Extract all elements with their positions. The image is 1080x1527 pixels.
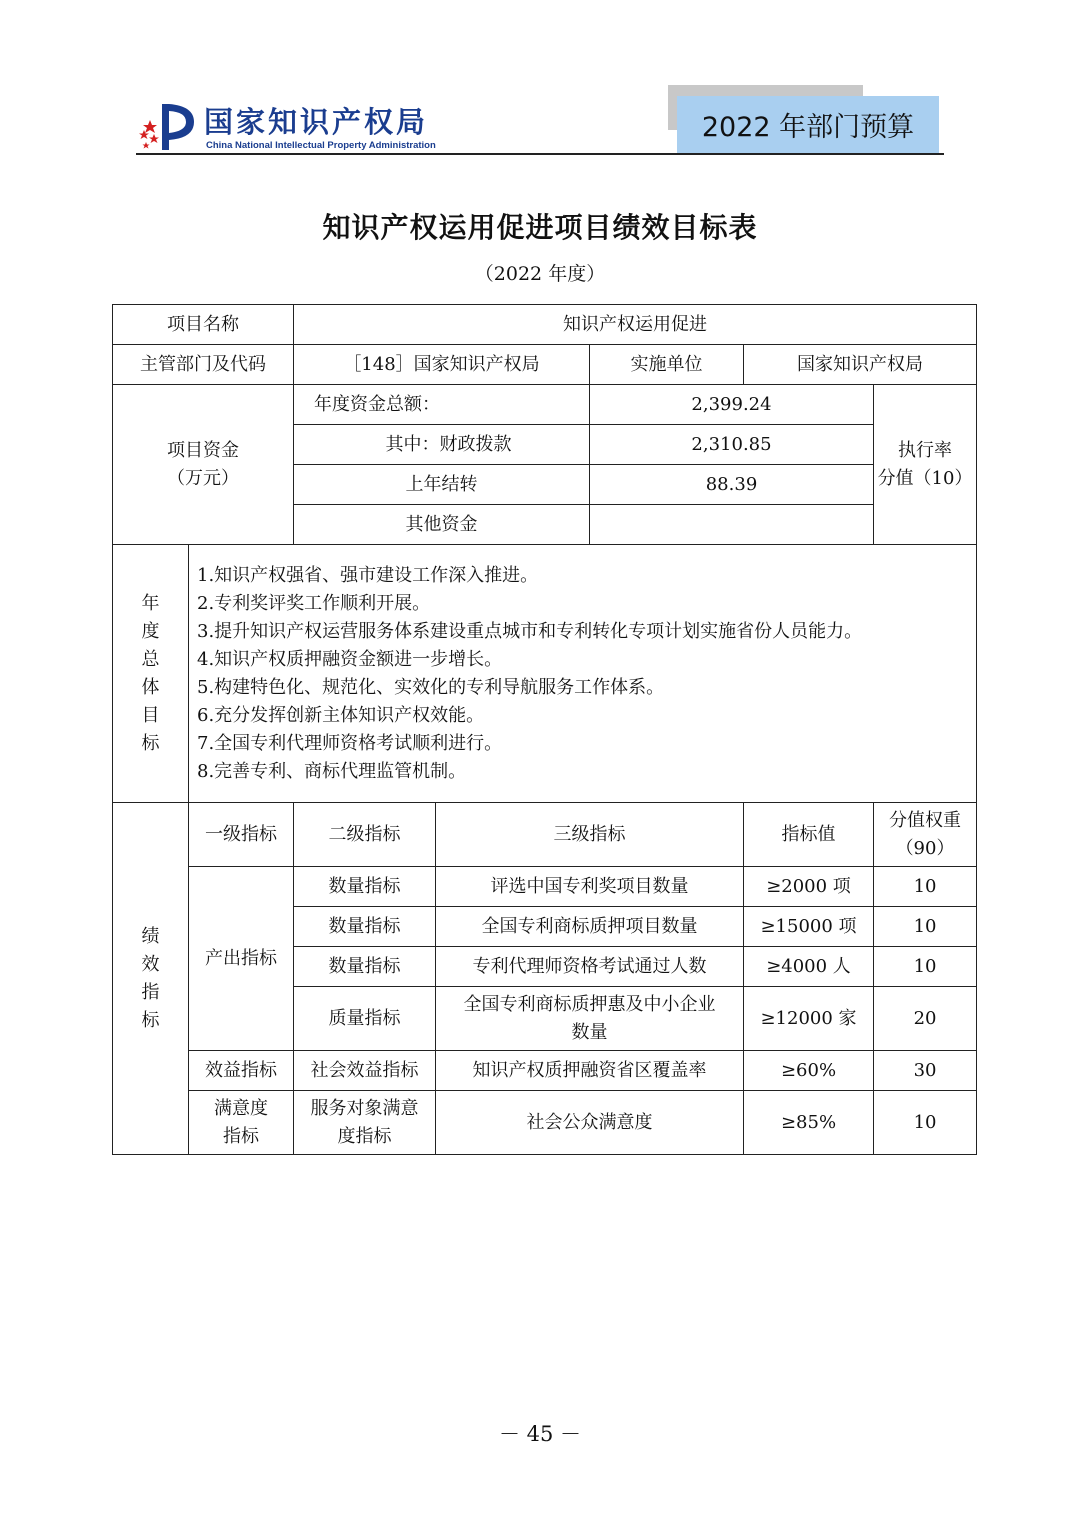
output-indicator-label: 产出指标 (189, 867, 294, 1051)
header-weight-line1: 分值权重 (889, 809, 962, 831)
funds-other-label: 其他资金 (294, 505, 590, 545)
level3-line1: 全国专利商标质押惠及中小企业 (463, 993, 716, 1015)
table-row (113, 545, 977, 803)
page-header (0, 0, 1080, 160)
perf-label-char: 绩 (141, 925, 160, 947)
perf-indicators-label (113, 803, 189, 1155)
header-weight (874, 803, 977, 867)
dept-value: ［148］国家知识产权局 (294, 345, 590, 385)
level2-line2: 度指标 (337, 1125, 392, 1147)
level2-cell: 数量指标 (294, 947, 436, 987)
level3-cell: 社会公众满意度 (436, 1091, 744, 1155)
goal-item: 8.完善专利、商标代理监管机制。 (197, 760, 467, 782)
table-row (113, 1051, 977, 1091)
value-cell: ≥2000 项 (744, 867, 874, 907)
weight-cell: 10 (874, 867, 977, 907)
funds-fiscal-label: 其中：财政拨款 (294, 425, 590, 465)
table-row (113, 345, 977, 385)
funds-other-value (590, 505, 874, 545)
performance-table (112, 304, 977, 1155)
perf-label-char: 指 (141, 981, 160, 1003)
goal-item: 1.知识产权强省、强市建设工作深入推进。 (197, 564, 539, 586)
level2-cell: 数量指标 (294, 907, 436, 947)
value-cell: ≥85% (744, 1091, 874, 1155)
goal-label-char: 体 (141, 676, 160, 698)
exec-rate-line1: 执行率 (898, 439, 953, 461)
funds-total-value: 2,399.24 (590, 385, 874, 425)
value-cell: ≥60% (744, 1051, 874, 1091)
weight-cell: 10 (874, 1091, 977, 1155)
weight-cell: 10 (874, 947, 977, 987)
funds-label (113, 385, 294, 545)
goal-item: 7.全国专利代理师资格考试顺利进行。 (197, 732, 503, 754)
org-name-cn: 国家知识产权局 (204, 105, 429, 139)
weight-cell: 30 (874, 1051, 977, 1091)
level2-line1: 服务对象满意 (310, 1097, 419, 1119)
goal-item: 3.提升知识产权运营服务体系建设重点城市和专利转化专项计划实施省份人员能力。 (197, 620, 863, 642)
value-cell: ≥12000 家 (744, 987, 874, 1051)
header-level1: 一级指标 (189, 803, 294, 867)
funds-carryover-label: 上年结转 (294, 465, 590, 505)
level2-cell: 质量指标 (294, 987, 436, 1051)
funds-label-line1: 项目资金 (167, 439, 239, 461)
level3-cell: 专利代理师资格考试通过人数 (436, 947, 744, 987)
table-row (113, 385, 977, 425)
exec-rate-line2: 分值（10） (877, 467, 973, 489)
annual-goals-label (113, 545, 189, 803)
level3-line2: 数量 (571, 1021, 608, 1043)
page-subtitle: （2022 年度） (474, 263, 606, 285)
level2-cell (294, 1091, 436, 1155)
satisfaction-line2: 指标 (223, 1125, 259, 1147)
benefit-indicator-label: 效益指标 (189, 1051, 294, 1091)
funds-total-label: 年度资金总额： (294, 385, 590, 425)
weight-cell: 20 (874, 987, 977, 1051)
satisfaction-indicator-label (189, 1091, 294, 1155)
header-divider (136, 153, 944, 155)
goal-label-char: 目 (141, 704, 160, 726)
level2-cell: 社会效益指标 (294, 1051, 436, 1091)
impl-label: 实施单位 (590, 345, 744, 385)
value-cell: ≥4000 人 (744, 947, 874, 987)
project-name-label: 项目名称 (113, 305, 294, 345)
goal-item: 4.知识产权质押融资金额进一步增长。 (197, 648, 503, 670)
table-row (113, 867, 977, 907)
table-row (113, 1091, 977, 1155)
level3-cell (436, 987, 744, 1051)
header-level2: 二级指标 (294, 803, 436, 867)
perf-label-char: 效 (141, 953, 160, 975)
perf-label-char: 标 (141, 1009, 160, 1031)
org-name-en: China National Intellectual Property Administration (206, 140, 436, 151)
header-level3: 三级指标 (436, 803, 744, 867)
budget-label: 2022 年部门预算 (677, 96, 939, 153)
page-number: － 45 － (498, 1422, 582, 1446)
weight-cell: 10 (874, 907, 977, 947)
table-row (113, 305, 977, 345)
satisfaction-line1: 满意度 (214, 1097, 268, 1119)
funds-carryover-value: 88.39 (590, 465, 874, 505)
level2-cell: 数量指标 (294, 867, 436, 907)
level3-cell: 全国专利商标质押项目数量 (436, 907, 744, 947)
annual-goals-list (189, 545, 977, 803)
page-title: 知识产权运用促进项目绩效目标表 (322, 211, 758, 244)
cnipa-logo-icon (136, 100, 198, 152)
goal-label-char: 年 (141, 592, 160, 614)
dept-label: 主管部门及代码 (113, 345, 294, 385)
goal-label-char: 标 (141, 732, 160, 754)
funds-fiscal-value: 2,310.85 (590, 425, 874, 465)
value-cell: ≥15000 项 (744, 907, 874, 947)
table-row (113, 803, 977, 867)
goal-label-char: 度 (141, 620, 160, 642)
project-name: 知识产权运用促进 (294, 305, 977, 345)
exec-rate-label (874, 385, 977, 545)
impl-value: 国家知识产权局 (744, 345, 977, 385)
level3-cell: 知识产权质押融资省区覆盖率 (436, 1051, 744, 1091)
goal-item: 5.构建特色化、规范化、实效化的专利导航服务工作体系。 (197, 676, 665, 698)
goal-item: 2.专利奖评奖工作顺利开展。 (197, 592, 431, 614)
level3-cell: 评选中国专利奖项目数量 (436, 867, 744, 907)
goal-item: 6.充分发挥创新主体知识产权效能。 (197, 704, 485, 726)
funds-label-line2: （万元） (167, 467, 239, 489)
goal-label-char: 总 (141, 648, 160, 670)
header-weight-line2: （90） (895, 837, 955, 859)
header-value: 指标值 (744, 803, 874, 867)
